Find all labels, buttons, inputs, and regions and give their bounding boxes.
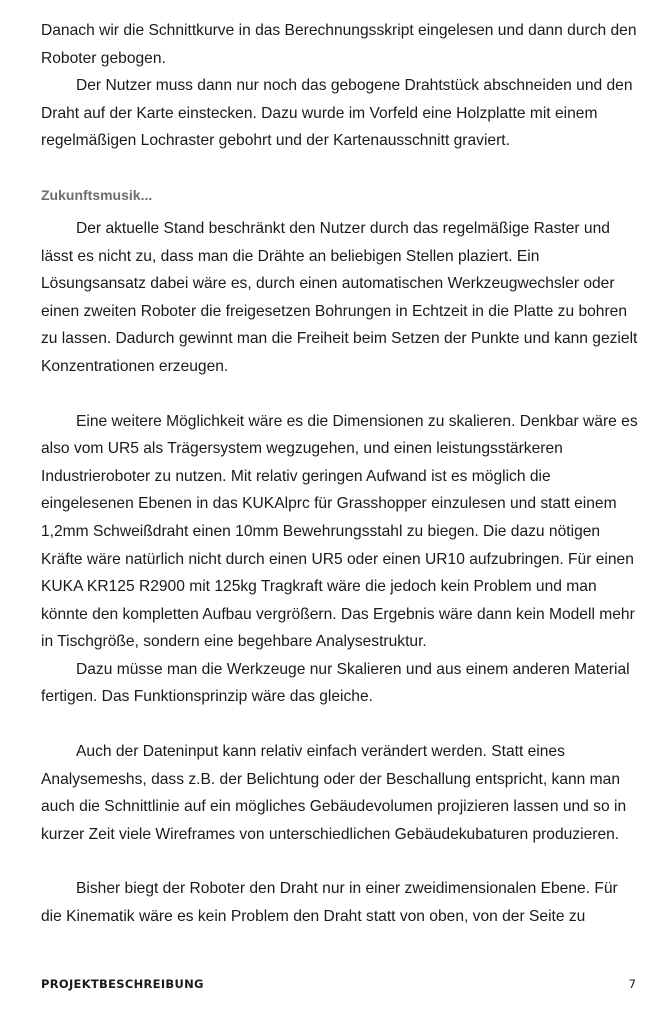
footer-section-label: PROJEKTBESCHREIBUNG <box>41 977 204 991</box>
section-heading: Zukunftsmusik... <box>41 186 153 203</box>
paragraph-tools: Dazu müsse man die Werkzeuge nur Skalieren und aus einem anderen Material fertigen. Das Funktionsprinzip wäre das gleiche. <box>41 660 630 706</box>
paragraph-user-cuts-wire: Der Nutzer muss dann nur noch das gebogene Drahtstück abschneiden und den Draht auf der Karte einstecken. Dazu wurde im Vorfeld eine Holzplatte mit einem regelmäßigen Lochraster gebohrt und der Kartenausschnitt graviert. <box>41 77 633 150</box>
page-number: 7 <box>628 977 636 991</box>
document-body <box>41 17 641 931</box>
paragraph-intro: Danach wir die Schnittkurve in das Berechnungsskript eingelesen und dann durch den Roboter gebogen. <box>41 22 637 67</box>
paragraph-current-state: Der aktuelle Stand beschränkt den Nutzer durch das regelmäßige Raster und lässt es nicht zu, dass man die Drähte an beliebigen Stellen plaziert. Ein Lösungsansatz dabei wäre es, durch einen automatischen Werkzeugwechsler oder einen zweiten Roboter die freigesetzen Bohrungen in Echtzeit in die Platte zu bohren zu lassen. Dadurch gewinnt man die Freiheit beim Setzen der Punkte und kann gezielt Konzentrationen erzeugen. <box>41 219 638 375</box>
paragraph-scaling: Eine weitere Möglichkeit wäre es die Dimensionen zu skalieren. Denkbar wäre es also vom UR5 als Trägersystem wegzugehen, und einen leistungsstärkeren Industrieroboter zu nutzen. Mit relativ geringen Aufwand ist es möglich die eingelesenen Ebenen in das KUKAlprc für Grasshopper einzulesen und statt einem 1,2mm Schweißdraht einen 10mm Bewehrungsstahl zu biegen. Die dazu nötigen Kräfte wäre natürlich nicht durch einen UR5 oder einen UR10 aufzubringen. Für einen KUKA KR125 R2900 mit 125kg Tragkraft wäre die jedoch kein Problem und man könnte den kompletten Aufbau vergrößern. Das Ergebnis wäre dann kein Modell mehr in Tischgröße, sondern eine begehbare Analysestruktur. <box>41 412 638 651</box>
paragraph-data-input: Auch der Dateninput kann relativ einfach verändert werden. Statt eines Analysemeshs, dass z.B. der Belichtung oder der Beschallung entspricht, kann man auch die Schnittlinie auf ein mögliches Gebäudevolumen projizieren lassen und so in kurzer Zeit viele Wireframes von unterschiedlichen Gebäudekubaturen produzieren. <box>41 743 627 843</box>
paragraph-kinematics: Bisher biegt der Roboter den Draht nur in einer zweidimensionalen Ebene. Für die Kinematik wäre es kein Problem den Draht statt von oben, von der Seite zu <box>41 880 618 926</box>
